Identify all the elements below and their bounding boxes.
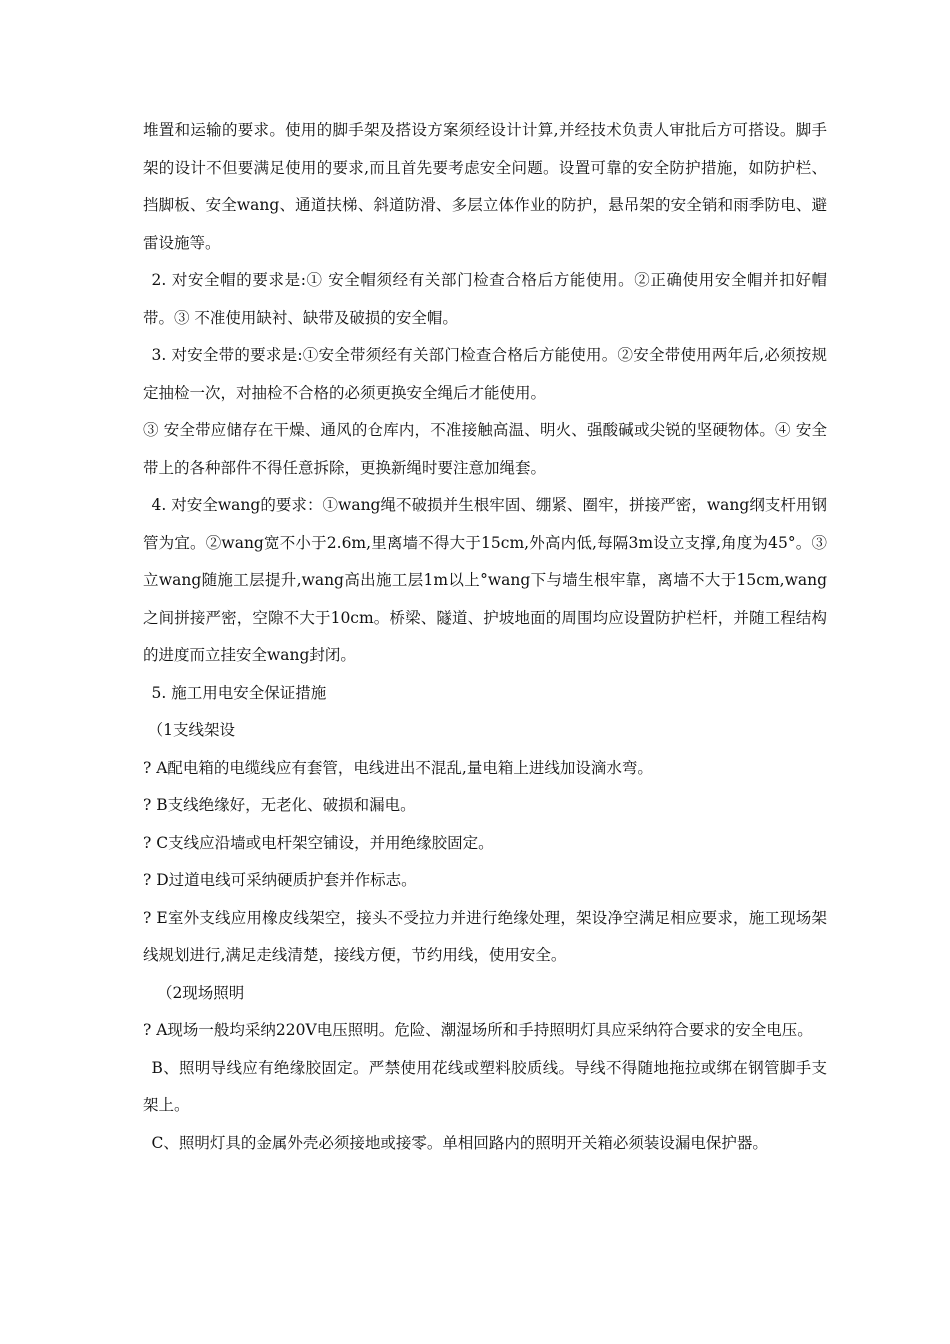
paragraph-belt-storage: ③ 安全带应储存在干燥、通风的仓库内，不准接触高温、明火、强酸碱或尖锐的坚硬物体。④ 安全带上的各种部件不得任意拆除，更换新绳时要注意加绳套。 [143, 421, 827, 477]
paragraph-belt-requirements: 3. 对安全带的要求是:①安全带须经有关部门检查合格后方能使用。②安全带使用两年后,必须按规定抽检一次，对抽检不合格的必须更换安全绳后才能使用。 [143, 346, 827, 402]
list-item-branch-a: ? A配电箱的电缆线应有套管，电线进出不混乱,量电箱上进线加设滴水弯。 [143, 758, 653, 777]
document-body [143, 112, 827, 1162]
list-item-branch-d: ? D过道电线可采纳硬质护套并作标志。 [143, 871, 417, 889]
paragraph-scaffold-requirements: 堆置和运输的要求。使用的脚手架及搭设方案须经设计计算,并经技术负责人审批后方可搭设。脚手架的设计不但要满足使用的要求,而且首先要考虑安全问题。设置可靠的安全防护措施，如防护栏、挡脚板、安全wang、通道扶梯、斜道防滑、多层立体作业的防护，悬吊架的安全销和雨季防电、避雷设施等。 [143, 121, 827, 252]
subheading-branch-lines: （1支线架设 [147, 721, 236, 739]
list-item-lighting-b: B、照明导线应有绝缘胶固定。严禁使用花线或塑料胶质线。导线不得随地拖拉或绑在钢管脚手支架上。 [143, 1058, 827, 1114]
paragraph-net-requirements: 4. 对安全wang的要求：①wang绳不破损并生根牢固、绷紧、圈牢，拼接严密，wang纲支杆用钢管为宜。②wang宽不小于2.6m,里离墙不得大于15cm,外高内低,每隔3m设立支撑,角度为45°。③ 立wang随施工层提升,wang高出施工层1m以上°wang下与墙生根牢靠，离墙不大于15cm,wang之间拼接严密，空隙不大于10cm。桥梁、隧道、护坡地面的周围均应设置防护栏杆，并随工程结构的进度而立挂安全wang封闭。 [143, 496, 827, 664]
subheading-site-lighting: （2现场照明 [156, 983, 245, 1002]
list-item-lighting-c: C、照明灯具的金属外壳必须接地或接零。单相回路内的照明开关箱必须装设漏电保护器。 [151, 1133, 768, 1152]
list-item-branch-c: ? C支线应沿墙或电杆架空铺设，并用绝缘胶固定。 [143, 833, 494, 852]
list-item-branch-e: ? E室外支线应用橡皮线架空，接头不受拉力并进行绝缘处理，架设净空满足相应要求，施工现场架线规划进行,满足走线清楚，接线方便，节约用线，使用安全。 [143, 908, 827, 964]
list-item-lighting-a: ? A现场一般均采纳220V电压照明。危险、潮湿场所和手持照明灯具应采纳符合要求的安全电压。 [143, 1021, 813, 1039]
section-heading-electrical-safety: 5. 施工用电安全保证措施 [151, 683, 327, 702]
list-item-branch-b: ? B支线绝缘好，无老化、破损和漏电。 [143, 796, 416, 814]
paragraph-helmet-requirements: 2. 对安全帽的要求是:① 安全帽须经有关部门检查合格后方能使用。②正确使用安全帽并扣好帽带。③ 不准使用缺衬、缺带及破损的安全帽。 [143, 271, 827, 327]
